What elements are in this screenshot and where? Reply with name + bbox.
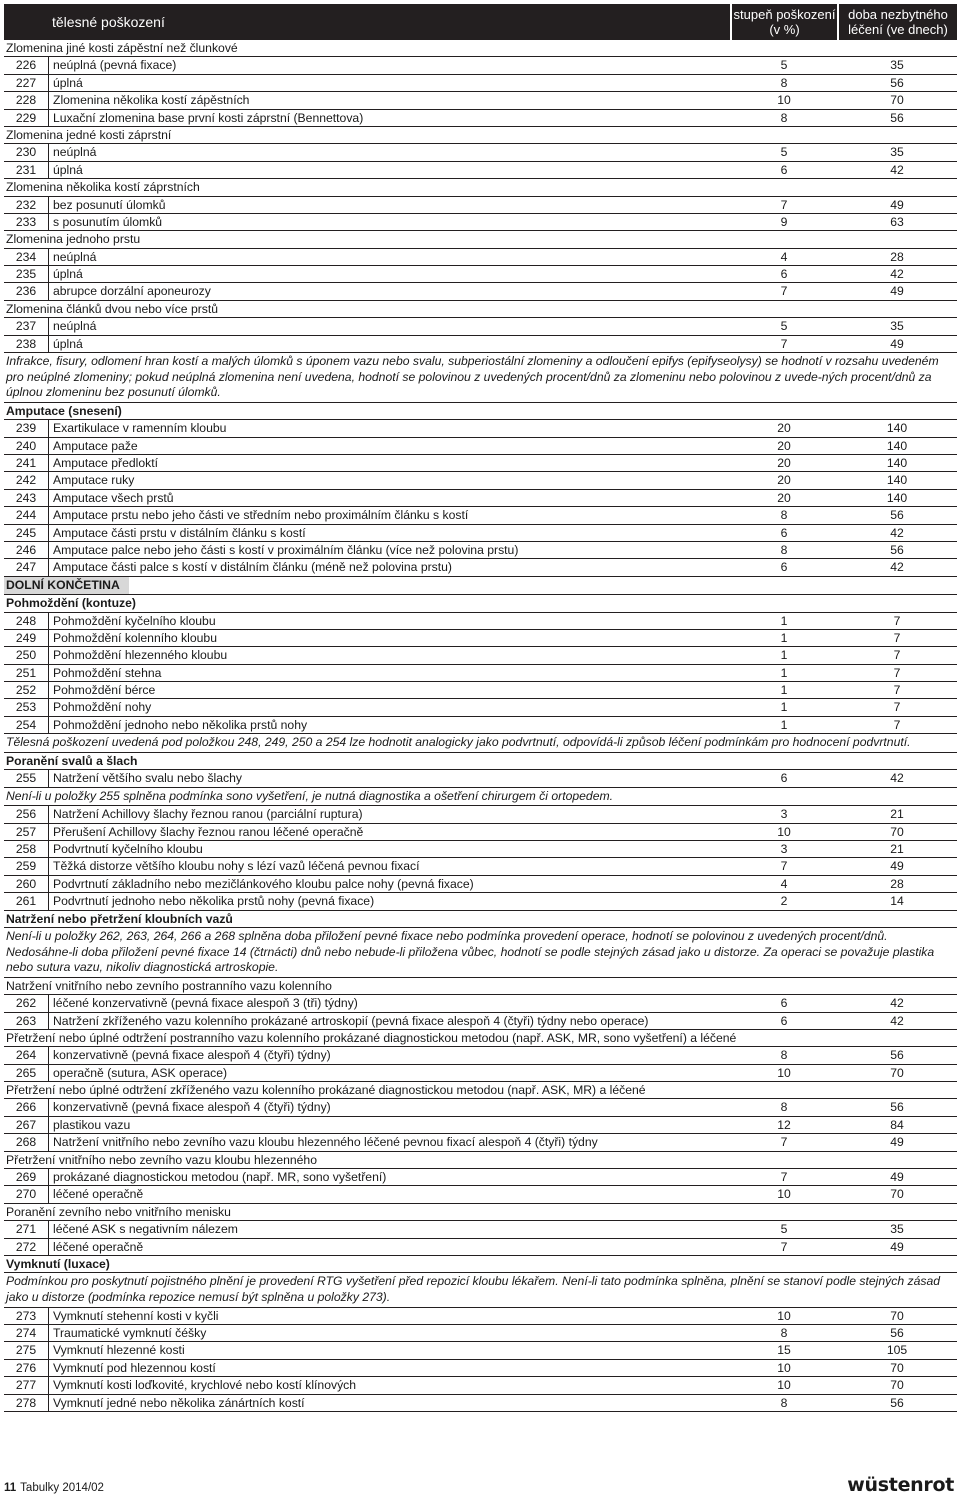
degree-value: 8 [780, 1325, 788, 1340]
table-row [4, 542, 957, 559]
item-name: Vymknutí stehenní kosti v kyčli [53, 1308, 219, 1323]
item-code: 229 [4, 110, 49, 126]
item-name: prokázané diagnostickou metodou (např. MR, sono vyšetření) [53, 1170, 387, 1185]
item-code: 244 [4, 507, 49, 523]
duration-value: 70 [890, 824, 904, 839]
header-degree: stupeň poškození (v %) [732, 4, 837, 40]
table-row [4, 995, 957, 1012]
table-row [4, 318, 957, 335]
table-row [4, 682, 957, 699]
degree-value: 6 [780, 560, 788, 575]
table-row [4, 858, 957, 875]
degree-value: 5 [780, 1222, 788, 1237]
item-name: Podvrtnutí základního nebo mezičlánkového kloubu palce nohy (pevná fixace) [53, 876, 474, 891]
item-name: konzervativně (pevná fixace alespoň 4 (čtyři) týdny) [53, 1100, 331, 1115]
header-title: tělesné poškození [4, 4, 730, 40]
duration-value: 42 [890, 162, 904, 177]
table-row [4, 438, 957, 455]
degree-value: 1 [780, 630, 788, 645]
item-code: 257 [4, 824, 49, 840]
section-heading: Pohmoždění (kontuze) [4, 595, 957, 612]
table-row [4, 214, 957, 231]
degree-value: 6 [780, 267, 788, 282]
item-name: Pohmoždění jednoho nebo několika prstů nohy [53, 717, 308, 732]
degree-value: 7 [780, 1239, 788, 1254]
item-code: 243 [4, 490, 49, 506]
duration-value: 7 [893, 630, 901, 645]
item-code: 226 [4, 57, 49, 73]
subsection-heading: Zlomenina jedné kosti záprstní [4, 127, 957, 144]
item-name: neúplná [53, 319, 97, 334]
table-row [4, 824, 957, 841]
item-name: abrupce dorzální aponeurozy [53, 284, 211, 299]
duration-value: 7 [893, 665, 901, 680]
table-row [4, 1360, 957, 1377]
item-code: 262 [4, 995, 49, 1011]
degree-value: 7 [780, 197, 788, 212]
table-row [4, 613, 957, 630]
table-row [4, 75, 957, 92]
degree-value: 6 [780, 1013, 788, 1028]
degree-value: 1 [780, 648, 788, 663]
item-name: Zlomenina několika kostí zápěstních [53, 93, 250, 108]
item-name: úplná [53, 162, 83, 177]
item-name: Amputace prstu nebo jeho části ve středním nebo proximálním článku s kostí [53, 508, 469, 523]
table-row [4, 1395, 957, 1412]
item-code: 270 [4, 1186, 49, 1202]
item-name: bez posunutí úlomků [53, 197, 166, 212]
item-code: 263 [4, 1013, 49, 1029]
duration-value: 21 [890, 841, 904, 856]
table-row [4, 283, 957, 300]
degree-value: 6 [780, 162, 788, 177]
degree-value: 9 [780, 214, 788, 229]
note-text: Infrakce, fisury, odlomení hran kostí a malých úlomků s úponem vazu nebo svalu, subperiostální zlomeniny a odloučení epifys (epifyseolysy) se hodnotí v rozsahu uvedeném pro neúplné zlomeniny; pokud neúplná zlomenina není uvedena, hodnotí se polovinou z uvedených procent/dnů za zlomeninu nebo polovinou z uvede-ných procent/dnů za úplnou zlomeninu bez posunutí úlomků. [4, 353, 957, 403]
item-name: Vymknutí jedné nebo několika zánártních kostí [53, 1395, 305, 1410]
duration-value: 35 [890, 1222, 904, 1237]
table-row [4, 525, 957, 542]
item-code: 255 [4, 770, 49, 786]
duration-value: 28 [890, 876, 904, 891]
subsection-heading: Přetržení nebo úplné odtržení zkříženého vazu kolenního prokázané diagnostickou metodou (např. ASK, MR) a léčené [4, 1082, 957, 1099]
item-code: 241 [4, 455, 49, 471]
item-name: Pohmoždění stehna [53, 665, 162, 680]
duration-value: 7 [893, 700, 901, 715]
degree-value: 1 [780, 683, 788, 698]
duration-value: 56 [890, 1395, 904, 1410]
degree-value: 1 [780, 665, 788, 680]
table-row [4, 1117, 957, 1134]
table-row [4, 559, 957, 576]
degree-value: 8 [780, 1100, 788, 1115]
degree-value: 3 [780, 841, 788, 856]
degree-value: 7 [780, 1135, 788, 1150]
footer-text: Tabulky 2014/02 [20, 1482, 104, 1494]
table-row [4, 197, 957, 214]
item-name: neúplná (pevná fixace) [53, 58, 177, 73]
item-name: Vymknutí pod hlezennou kostí [53, 1360, 216, 1375]
item-code: 256 [4, 806, 49, 822]
item-name: Pohmoždění kolenního kloubu [53, 630, 217, 645]
item-name: Natržení zkříženého vazu kolenního prokázané artroskopií (pevná fixace alespoň 4 (čtyři) týdny nebo operace) [53, 1013, 649, 1028]
table-row [4, 1065, 957, 1082]
item-code: 247 [4, 559, 49, 575]
item-name: úplná [53, 75, 83, 90]
region-heading [4, 577, 957, 595]
degree-value: 8 [780, 508, 788, 523]
note-text: Není-li u položky 262, 263, 264, 266 a 268 splněna doba přiložení pevné fixace nebo podmínka provedení operace, hodnotí se polovinou z uvedených procent/dnů. Nedosáhne-li doba přiložení pevné fixace 14 (čtrnácti) dnů nebo nebude-li přiložena vůbec, hodnotí se podle stejných zásad jako u distorze. Za operaci se považuje plastika nebo sutura vazu, nikoliv diagnostická artroskopie. [4, 928, 957, 978]
item-name: neúplná [53, 249, 97, 264]
degree-value: 5 [780, 145, 788, 160]
section-heading: Natržení nebo přetržení kloubních vazů [4, 911, 957, 928]
item-name: neúplná [53, 145, 97, 160]
table-row [4, 893, 957, 910]
item-name: Amputace paže [53, 438, 138, 453]
degree-value: 8 [780, 110, 788, 125]
item-code: 231 [4, 162, 49, 178]
duration-value: 49 [890, 284, 904, 299]
item-code: 266 [4, 1099, 49, 1115]
item-code: 273 [4, 1308, 49, 1324]
item-name: Amputace části prstu v distálním článku s kostí [53, 525, 306, 540]
table-row [4, 1047, 957, 1064]
item-code: 259 [4, 858, 49, 874]
duration-value: 140 [886, 421, 908, 436]
item-name: Exartikulace v ramenním kloubu [53, 421, 227, 436]
duration-value: 49 [890, 1239, 904, 1254]
subsection-heading: Zlomenina článků dvou nebo více prstů [4, 301, 957, 318]
duration-value: 70 [890, 93, 904, 108]
table-row [4, 144, 957, 161]
duration-value: 42 [890, 267, 904, 282]
degree-value: 5 [780, 319, 788, 334]
item-name: léčené ASK s negativním nálezem [53, 1222, 238, 1237]
duration-value: 42 [890, 525, 904, 540]
degree-value: 10 [777, 1187, 791, 1202]
item-name: Pohmoždění bérce [53, 683, 156, 698]
duration-value: 56 [890, 508, 904, 523]
table-row [4, 336, 957, 353]
table-row [4, 57, 957, 74]
degree-value: 8 [780, 1048, 788, 1063]
note-text: Není-li u položky 255 splněna podmínka sono vyšetření, je nutná diagnostika a ošetření chirurgem či ortopedem. [4, 788, 957, 807]
degree-value: 15 [777, 1343, 791, 1358]
table-row [4, 699, 957, 716]
subsection-heading: Přetržení vnitřního nebo zevního vazu kloubu hlezenného [4, 1152, 957, 1169]
item-name: Amputace části palce s kostí v distálním článku (méně než polovina prstu) [53, 560, 452, 575]
section-heading: Amputace (snesení) [4, 403, 957, 420]
subsection-heading: Zlomenina jednoho prstu [4, 231, 957, 248]
degree-value: 7 [780, 859, 788, 874]
duration-value: 49 [890, 336, 904, 351]
item-code: 252 [4, 682, 49, 698]
item-code: 274 [4, 1325, 49, 1341]
item-name: s posunutím úlomků [53, 214, 163, 229]
item-name: Natržení Achillovy šlachy řeznou ranou (parciální ruptura) [53, 807, 363, 822]
duration-value: 42 [890, 996, 904, 1011]
item-name: konzervativně (pevná fixace alespoň 4 (čtyři) týdny) [53, 1048, 331, 1063]
duration-value: 35 [890, 145, 904, 160]
item-code: 267 [4, 1117, 49, 1133]
item-name: Pohmoždění nohy [53, 700, 152, 715]
duration-value: 28 [890, 249, 904, 264]
degree-value: 10 [777, 1378, 791, 1393]
table-body [4, 40, 957, 1412]
item-code: 261 [4, 893, 49, 909]
duration-value: 56 [890, 75, 904, 90]
item-name: Amputace palce nebo jeho části s kostí v proximálním článku (více než polovina prstu) [53, 542, 519, 557]
degree-value: 7 [780, 284, 788, 299]
item-code: 238 [4, 336, 49, 352]
item-name: Pohmoždění kyčelního kloubu [53, 613, 216, 628]
item-code: 235 [4, 266, 49, 282]
degree-value: 10 [777, 93, 791, 108]
item-name: Podvrtnutí kyčelního kloubu [53, 841, 203, 856]
section-heading: Vymknutí (luxace) [4, 1256, 957, 1273]
duration-value: 70 [890, 1065, 904, 1080]
table-row [4, 1377, 957, 1394]
duration-value: 49 [890, 197, 904, 212]
degree-value: 1 [780, 717, 788, 732]
table-row [4, 1221, 957, 1238]
duration-value: 70 [890, 1308, 904, 1323]
table-row [4, 455, 957, 472]
degree-value: 7 [780, 1170, 788, 1185]
degree-value: 6 [780, 771, 788, 786]
item-name: operačně (sutura, ASK operace) [53, 1065, 228, 1080]
table-row [4, 841, 957, 858]
table-row [4, 1239, 957, 1256]
item-code: 230 [4, 144, 49, 160]
subsection-heading: Zlomenina několika kostí záprstních [4, 179, 957, 196]
item-code: 264 [4, 1047, 49, 1063]
duration-value: 35 [890, 58, 904, 73]
item-name: úplná [53, 267, 83, 282]
subsection-heading: Zlomenina jiné kosti zápěstní než člunkové [4, 40, 957, 57]
item-code: 234 [4, 249, 49, 265]
page-number: 11 [4, 1482, 17, 1494]
degree-value: 4 [780, 876, 788, 891]
table-row [4, 1013, 957, 1030]
item-code: 245 [4, 525, 49, 541]
item-name: léčené konzervativně (pevná fixace alespoň 3 (tři) týdny) [53, 996, 358, 1011]
table-row [4, 92, 957, 109]
degree-value: 20 [777, 455, 791, 470]
table-row [4, 1134, 957, 1151]
item-name: Pohmoždění hlezenného kloubu [53, 648, 228, 663]
injury-table [4, 4, 957, 1412]
item-code: 278 [4, 1395, 49, 1411]
subsection-heading: Natržení vnitřního nebo zevního postranního vazu kolenního [4, 978, 957, 995]
duration-value: 7 [893, 613, 901, 628]
duration-value: 105 [886, 1343, 908, 1358]
item-name: úplná [53, 336, 83, 351]
table-row [4, 630, 957, 647]
duration-value: 21 [890, 807, 904, 822]
item-name: Natržení vnitřního nebo zevního vazu kloubu hlezenného léčené pevnou fixací alespoň 4 (čtyři) týdny [53, 1135, 598, 1150]
duration-value: 140 [886, 438, 908, 453]
note-text: Podmínkou pro poskytnutí pojistného plnění je provedení RTG vyšetření před repozicí kloubu lékařem. Není-li tato podmínka splněna, plnění se stanoví podle stejných zásad jako u distorze (podmínka repozice nemusí být splněna u položky 273). [4, 1273, 957, 1307]
degree-value: 3 [780, 807, 788, 822]
header-duration: doba nezbytného léčení (ve dnech) [839, 4, 957, 40]
degree-value: 8 [780, 1395, 788, 1410]
item-code: 276 [4, 1360, 49, 1376]
item-code: 250 [4, 647, 49, 663]
duration-value: 14 [890, 894, 904, 909]
degree-value: 10 [777, 1308, 791, 1323]
table-row [4, 110, 957, 127]
degree-value: 10 [777, 1360, 791, 1375]
item-code: 258 [4, 841, 49, 857]
table-row [4, 647, 957, 664]
duration-value: 70 [890, 1360, 904, 1375]
page-footer [4, 1482, 104, 1494]
table-row [4, 1186, 957, 1203]
duration-value: 7 [893, 648, 901, 663]
item-code: 246 [4, 542, 49, 558]
item-code: 249 [4, 630, 49, 646]
region-heading-label: DOLNÍ KONČETINA [4, 577, 129, 594]
table-row [4, 472, 957, 489]
degree-value: 4 [780, 249, 788, 264]
degree-value: 10 [777, 1065, 791, 1080]
table-row [4, 1308, 957, 1325]
duration-value: 63 [890, 214, 904, 229]
item-name: Amputace ruky [53, 473, 135, 488]
table-row [4, 490, 957, 507]
item-code: 272 [4, 1239, 49, 1255]
item-code: 236 [4, 283, 49, 299]
item-name: plastikou vazu [53, 1117, 131, 1132]
item-code: 265 [4, 1065, 49, 1081]
table-row [4, 770, 957, 787]
degree-value: 8 [780, 75, 788, 90]
duration-value: 70 [890, 1378, 904, 1393]
item-name: Vymknutí kosti loďkovité, krychlové nebo kostí klínových [53, 1378, 357, 1393]
duration-value: 56 [890, 1100, 904, 1115]
item-name: léčené operačně [53, 1187, 144, 1202]
duration-value: 56 [890, 542, 904, 557]
item-code: 253 [4, 699, 49, 715]
degree-value: 6 [780, 996, 788, 1011]
item-code: 232 [4, 197, 49, 213]
degree-value: 8 [780, 542, 788, 557]
table-row [4, 420, 957, 437]
item-name: Podvrtnutí jednoho nebo několika prstů nohy (pevná fixace) [53, 894, 375, 909]
duration-value: 56 [890, 1325, 904, 1340]
duration-value: 70 [890, 1187, 904, 1202]
item-code: 242 [4, 472, 49, 488]
degree-value: 20 [777, 473, 791, 488]
table-row [4, 717, 957, 734]
table-row [4, 162, 957, 179]
subsection-heading: Poranění zevního nebo vnitřního menisku [4, 1204, 957, 1221]
item-name: léčené operačně [53, 1239, 144, 1254]
degree-value: 2 [780, 894, 788, 909]
note-text: Tělesná poškození uvedená pod položkou 248, 249, 250 a 254 lze hodnotit analogicky jako podvrtnutí, odpovídá-li způsob léčení podmínkám pro hodnocení podvrtnutí. [4, 734, 957, 753]
item-code: 275 [4, 1342, 49, 1358]
duration-value: 140 [886, 490, 908, 505]
degree-value: 1 [780, 700, 788, 715]
duration-value: 49 [890, 1170, 904, 1185]
table-row [4, 1325, 957, 1342]
item-name: Těžká distorze většího kloubu nohy s lézí vazů léčená pevnou fixací [53, 859, 420, 874]
duration-value: 140 [886, 473, 908, 488]
item-name: Amputace předloktí [53, 455, 159, 470]
duration-value: 49 [890, 1135, 904, 1150]
item-name: Vymknutí hlezenné kosti [53, 1343, 185, 1358]
item-code: 228 [4, 92, 49, 108]
item-code: 239 [4, 420, 49, 436]
duration-value: 140 [886, 455, 908, 470]
duration-value: 35 [890, 319, 904, 334]
section-heading: Poranění svalů a šlach [4, 753, 957, 770]
item-name: Traumatické vymknutí čéšky [53, 1325, 207, 1340]
degree-value: 5 [780, 58, 788, 73]
item-name: Přerušení Achillovy šlachy řeznou ranou léčené operačně [53, 824, 364, 839]
item-code: 237 [4, 318, 49, 334]
duration-value: 7 [893, 683, 901, 698]
item-code: 248 [4, 613, 49, 629]
duration-value: 42 [890, 1013, 904, 1028]
duration-value: 56 [890, 1048, 904, 1063]
item-name: Luxační zlomenina base první kosti záprstní (Bennettova) [53, 110, 364, 125]
table-row [4, 507, 957, 524]
duration-value: 42 [890, 771, 904, 786]
duration-value: 7 [893, 717, 901, 732]
table-row [4, 1169, 957, 1186]
table-row [4, 876, 957, 893]
item-name: Natržení většího svalu nebo šlachy [53, 771, 243, 786]
subsection-heading: Přetržení nebo úplné odtržení postranního vazu kolenního prokázané diagnostickou metodou (např. ASK, MR, sono vyšetření) a léčené [4, 1030, 957, 1047]
item-code: 227 [4, 75, 49, 91]
item-code: 271 [4, 1221, 49, 1237]
duration-value: 49 [890, 859, 904, 874]
degree-value: 20 [777, 490, 791, 505]
degree-value: 1 [780, 613, 788, 628]
duration-value: 42 [890, 560, 904, 575]
degree-value: 20 [777, 438, 791, 453]
item-code: 268 [4, 1134, 49, 1150]
duration-value: 56 [890, 110, 904, 125]
item-code: 240 [4, 438, 49, 454]
degree-value: 6 [780, 525, 788, 540]
table-row [4, 1342, 957, 1359]
degree-value: 10 [777, 824, 791, 839]
table-row [4, 1099, 957, 1116]
item-name: Amputace všech prstů [53, 490, 174, 505]
item-code: 277 [4, 1377, 49, 1393]
table-row [4, 665, 957, 682]
item-code: 254 [4, 717, 49, 733]
item-code: 251 [4, 665, 49, 681]
table-row [4, 249, 957, 266]
duration-value: 84 [890, 1117, 904, 1132]
table-header [4, 4, 957, 40]
degree-value: 7 [780, 336, 788, 351]
degree-value: 12 [777, 1117, 791, 1132]
table-row [4, 266, 957, 283]
item-code: 269 [4, 1169, 49, 1185]
item-code: 260 [4, 876, 49, 892]
item-code: 233 [4, 214, 49, 230]
brand-logo: wüstenrot [847, 1474, 954, 1496]
table-row [4, 806, 957, 823]
degree-value: 20 [777, 421, 791, 436]
